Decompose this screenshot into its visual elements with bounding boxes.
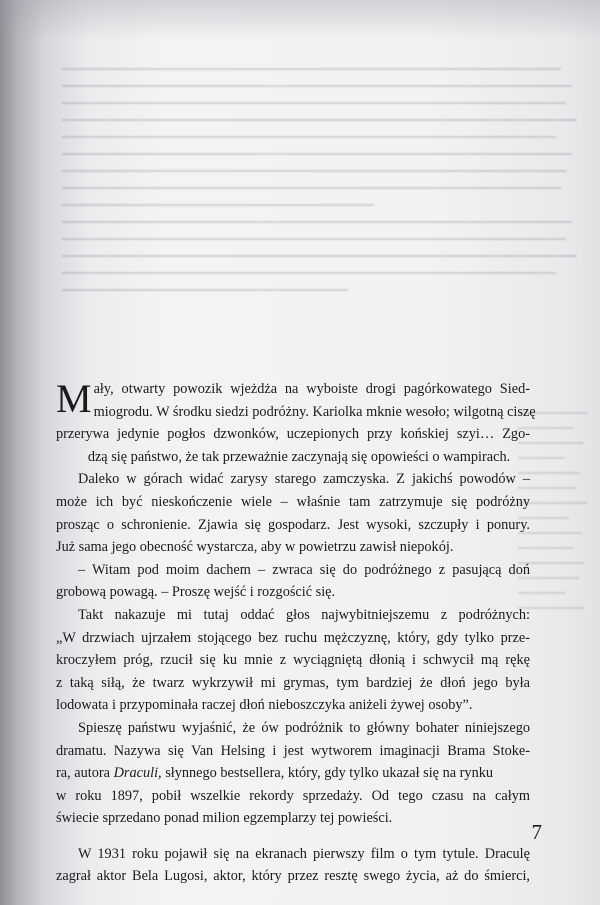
- page-edge-shadow: [0, 0, 600, 40]
- text-line-with-title: [56, 762, 530, 785]
- text-line: Daleko w górach widać zarysy starego zamczyska. Z jakichś powodów –: [78, 471, 530, 488]
- text-line: ały, otwarty powozik wjeżdża na wyboiste drogi pagórkowatego Sied-: [93, 381, 530, 397]
- text-line: lodowata i przypominała raczej dłoń nieboszczyka aniżeli żywej osoby”.: [56, 697, 473, 714]
- text-line: „W drzwiach ujrzałem stojącego bez ruchu mężczyznę, który, gdy tylko prze-: [56, 629, 530, 646]
- drop-cap: M: [56, 376, 92, 421]
- page-number: 7: [531, 820, 542, 844]
- text-line: w roku 1897, pobił wszelkie rekordy sprzedaży. Od tego czasu na całym: [56, 787, 530, 804]
- text-segment: , słynnego bestsellera, który, gdy tylko ukazał się na rynku: [158, 765, 494, 782]
- text-line: Spieszę państwu wyjaśnić, że ów podróżnik to główny bohater niniejszego: [78, 719, 530, 736]
- show-through-text: [62, 58, 582, 388]
- text-line: świecie sprzedano ponad milion egzemplarzy tej powieści.: [56, 810, 393, 827]
- text-line: prosząc o schronienie. Zjawia się gospodarz. Jest wysoki, szczupły i ponury.: [56, 516, 530, 533]
- text-line: Już sama jego obecność wystarcza, aby w powietrzu zawisł niepokój.: [56, 539, 454, 556]
- text-line: dzą się państwo, że tak przeważnie zaczynają się opowieści o wampirach.: [87, 448, 511, 465]
- body-text: [56, 376, 536, 888]
- text-line: zagrał aktor Bela Lugosi, aktor, który przez resztę swego życia, aż do śmierci,: [56, 868, 530, 885]
- book-title: Draculi: [113, 765, 159, 782]
- text-line: W 1931 roku pojawił się na ekranach pierwszy film o tym tytule. Draculę: [78, 845, 530, 862]
- text-line: przerywa jedynie pogłos dzwonków, uczepionych przy końskiej szyi… Zgo-: [56, 426, 530, 443]
- text-line: z taką siłą, że twarz wykrzywił mi grymas, tym bardziej że dłoń jego była: [56, 674, 530, 691]
- text-line: – Witam pod moim dachem – zwraca się do podróżnego z pasującą doń: [78, 561, 530, 578]
- text-line: kroczyłem próg, rzucił się ku mnie z wyciągniętą dłonią i schwycił mą rękę: [56, 652, 530, 669]
- text-line: miogrodu. W środku siedzi podróżny. Kariolka mknie wesoło; wilgotną ciszę: [93, 403, 536, 420]
- text-line: Takt nakazuje mi tutaj oddać głos najwybitniejszemu z podróżnych:: [78, 606, 530, 623]
- text-line: dramatu. Nazywa się Van Helsing i jest wytworem imaginacji Brama Stoke-: [56, 742, 530, 759]
- text-segment: ra, autora: [56, 765, 110, 782]
- text-line: grobową powagą. – Proszę wejść i rozgościć się.: [56, 584, 336, 601]
- text-line: może ich być nieskończenie wiele – właśnie tam zatrzymuje się podróżny: [56, 493, 530, 510]
